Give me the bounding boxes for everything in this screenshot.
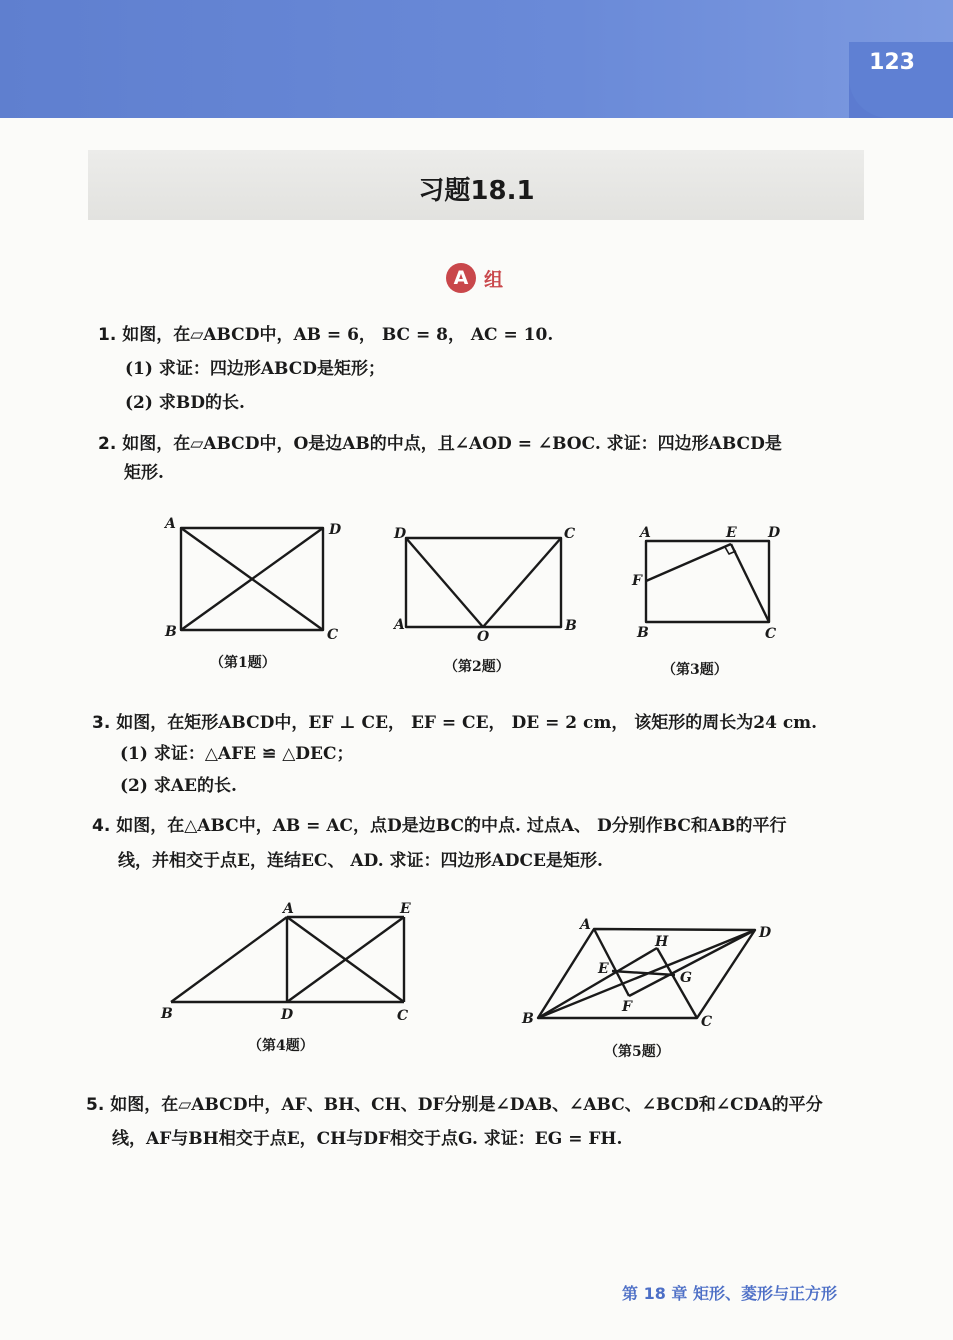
figure-1-caption: （第1题） — [210, 655, 276, 671]
problem-text: 如图，在矩形ABCD中，EF ⊥ CE， EF = CE， DE = 2 cm， 该矩形的周长为24 cm. — [116, 713, 818, 733]
label-E: E — [726, 525, 737, 541]
problem-3-part-2: (2) 求AE的长. — [120, 776, 237, 796]
label-C: C — [397, 1008, 409, 1024]
problem-text: 如图，在▱ABCD中，AB = 6， BC = 8， AC = 10. — [122, 325, 554, 345]
group-label: 组 — [484, 268, 504, 291]
label-B: B — [161, 1006, 173, 1022]
problem-1-part-2: (2) 求BD的长. — [125, 393, 245, 413]
problem-number: 3. — [92, 713, 111, 733]
label-D: D — [768, 525, 781, 541]
figure-5 — [538, 929, 755, 1018]
label-H: H — [655, 934, 669, 950]
problem-3 — [92, 711, 817, 735]
page-title: 习题18.1 — [418, 176, 535, 206]
label-F: F — [622, 999, 632, 1015]
label-A: A — [283, 901, 294, 917]
page-number: 123 — [869, 50, 915, 75]
problem-2-line-2: 矩形. — [124, 463, 164, 483]
figure-4-caption: （第4题） — [248, 1038, 314, 1054]
label-O: O — [477, 629, 490, 645]
problem-5 — [86, 1093, 823, 1117]
figure-2-caption: （第2题） — [444, 659, 510, 675]
figure-2 — [406, 538, 561, 627]
label-D: D — [329, 522, 342, 538]
label-G: G — [680, 970, 692, 986]
problem-text: 如图，在▱ABCD中，AF、BH、CH、DF分别是∠DAB、∠ABC、∠BCD和∠CDA的平分 — [110, 1095, 823, 1115]
problem-3-part-1: (1) 求证：△AFE ≌ △DEC； — [120, 744, 354, 764]
label-C: C — [701, 1014, 713, 1030]
chapter-footer: 第 18 章 矩形、菱形与正方形 — [622, 1284, 837, 1303]
label-A: A — [580, 917, 591, 933]
label-B: B — [565, 618, 577, 634]
problem-5-line-2: 线，AF与BH相交于点E，CH与DF相交于点G. 求证：EG = FH. — [112, 1129, 623, 1149]
label-C: C — [765, 626, 777, 642]
label-D: D — [759, 925, 772, 941]
problem-1-part-1: (1) 求证：四边形ABCD是矩形； — [125, 359, 385, 379]
figure-3-caption: （第3题） — [662, 662, 728, 678]
problem-4-line-2: 线，并相交于点E，连结EC、 AD. 求证：四边形ADCE是矩形. — [118, 851, 603, 871]
label-D: D — [281, 1007, 294, 1023]
figure-1 — [181, 528, 323, 630]
label-D: D — [394, 526, 407, 542]
problem-number: 1. — [98, 325, 117, 345]
problem-number: 5. — [86, 1095, 105, 1115]
label-C: C — [327, 627, 339, 643]
label-B: B — [165, 624, 177, 640]
problem-text: 如图，在△ABC中，AB = AC，点D是边BC的中点. 过点A、 D分别作BC和AB的平行 — [116, 816, 787, 836]
label-B: B — [637, 625, 649, 641]
label-E: E — [400, 901, 411, 917]
label-A: A — [394, 617, 405, 633]
label-A: A — [640, 525, 651, 541]
problem-number: 4. — [92, 816, 111, 836]
figure-3 — [646, 541, 769, 622]
label-C: C — [564, 526, 576, 542]
problem-text: 如图，在▱ABCD中，O是边AB的中点，且∠AOD = ∠BOC. 求证：四边形ABCD是 — [122, 434, 782, 454]
label-A: A — [165, 516, 176, 532]
label-E: E — [598, 961, 609, 977]
figure-4 — [171, 917, 404, 1002]
label-B: B — [522, 1011, 534, 1027]
problem-4 — [92, 814, 786, 838]
problem-number: 2. — [98, 434, 117, 454]
figure-5-caption: （第5题） — [604, 1044, 670, 1060]
label-F: F — [632, 573, 642, 589]
group-badge: A — [446, 263, 476, 293]
